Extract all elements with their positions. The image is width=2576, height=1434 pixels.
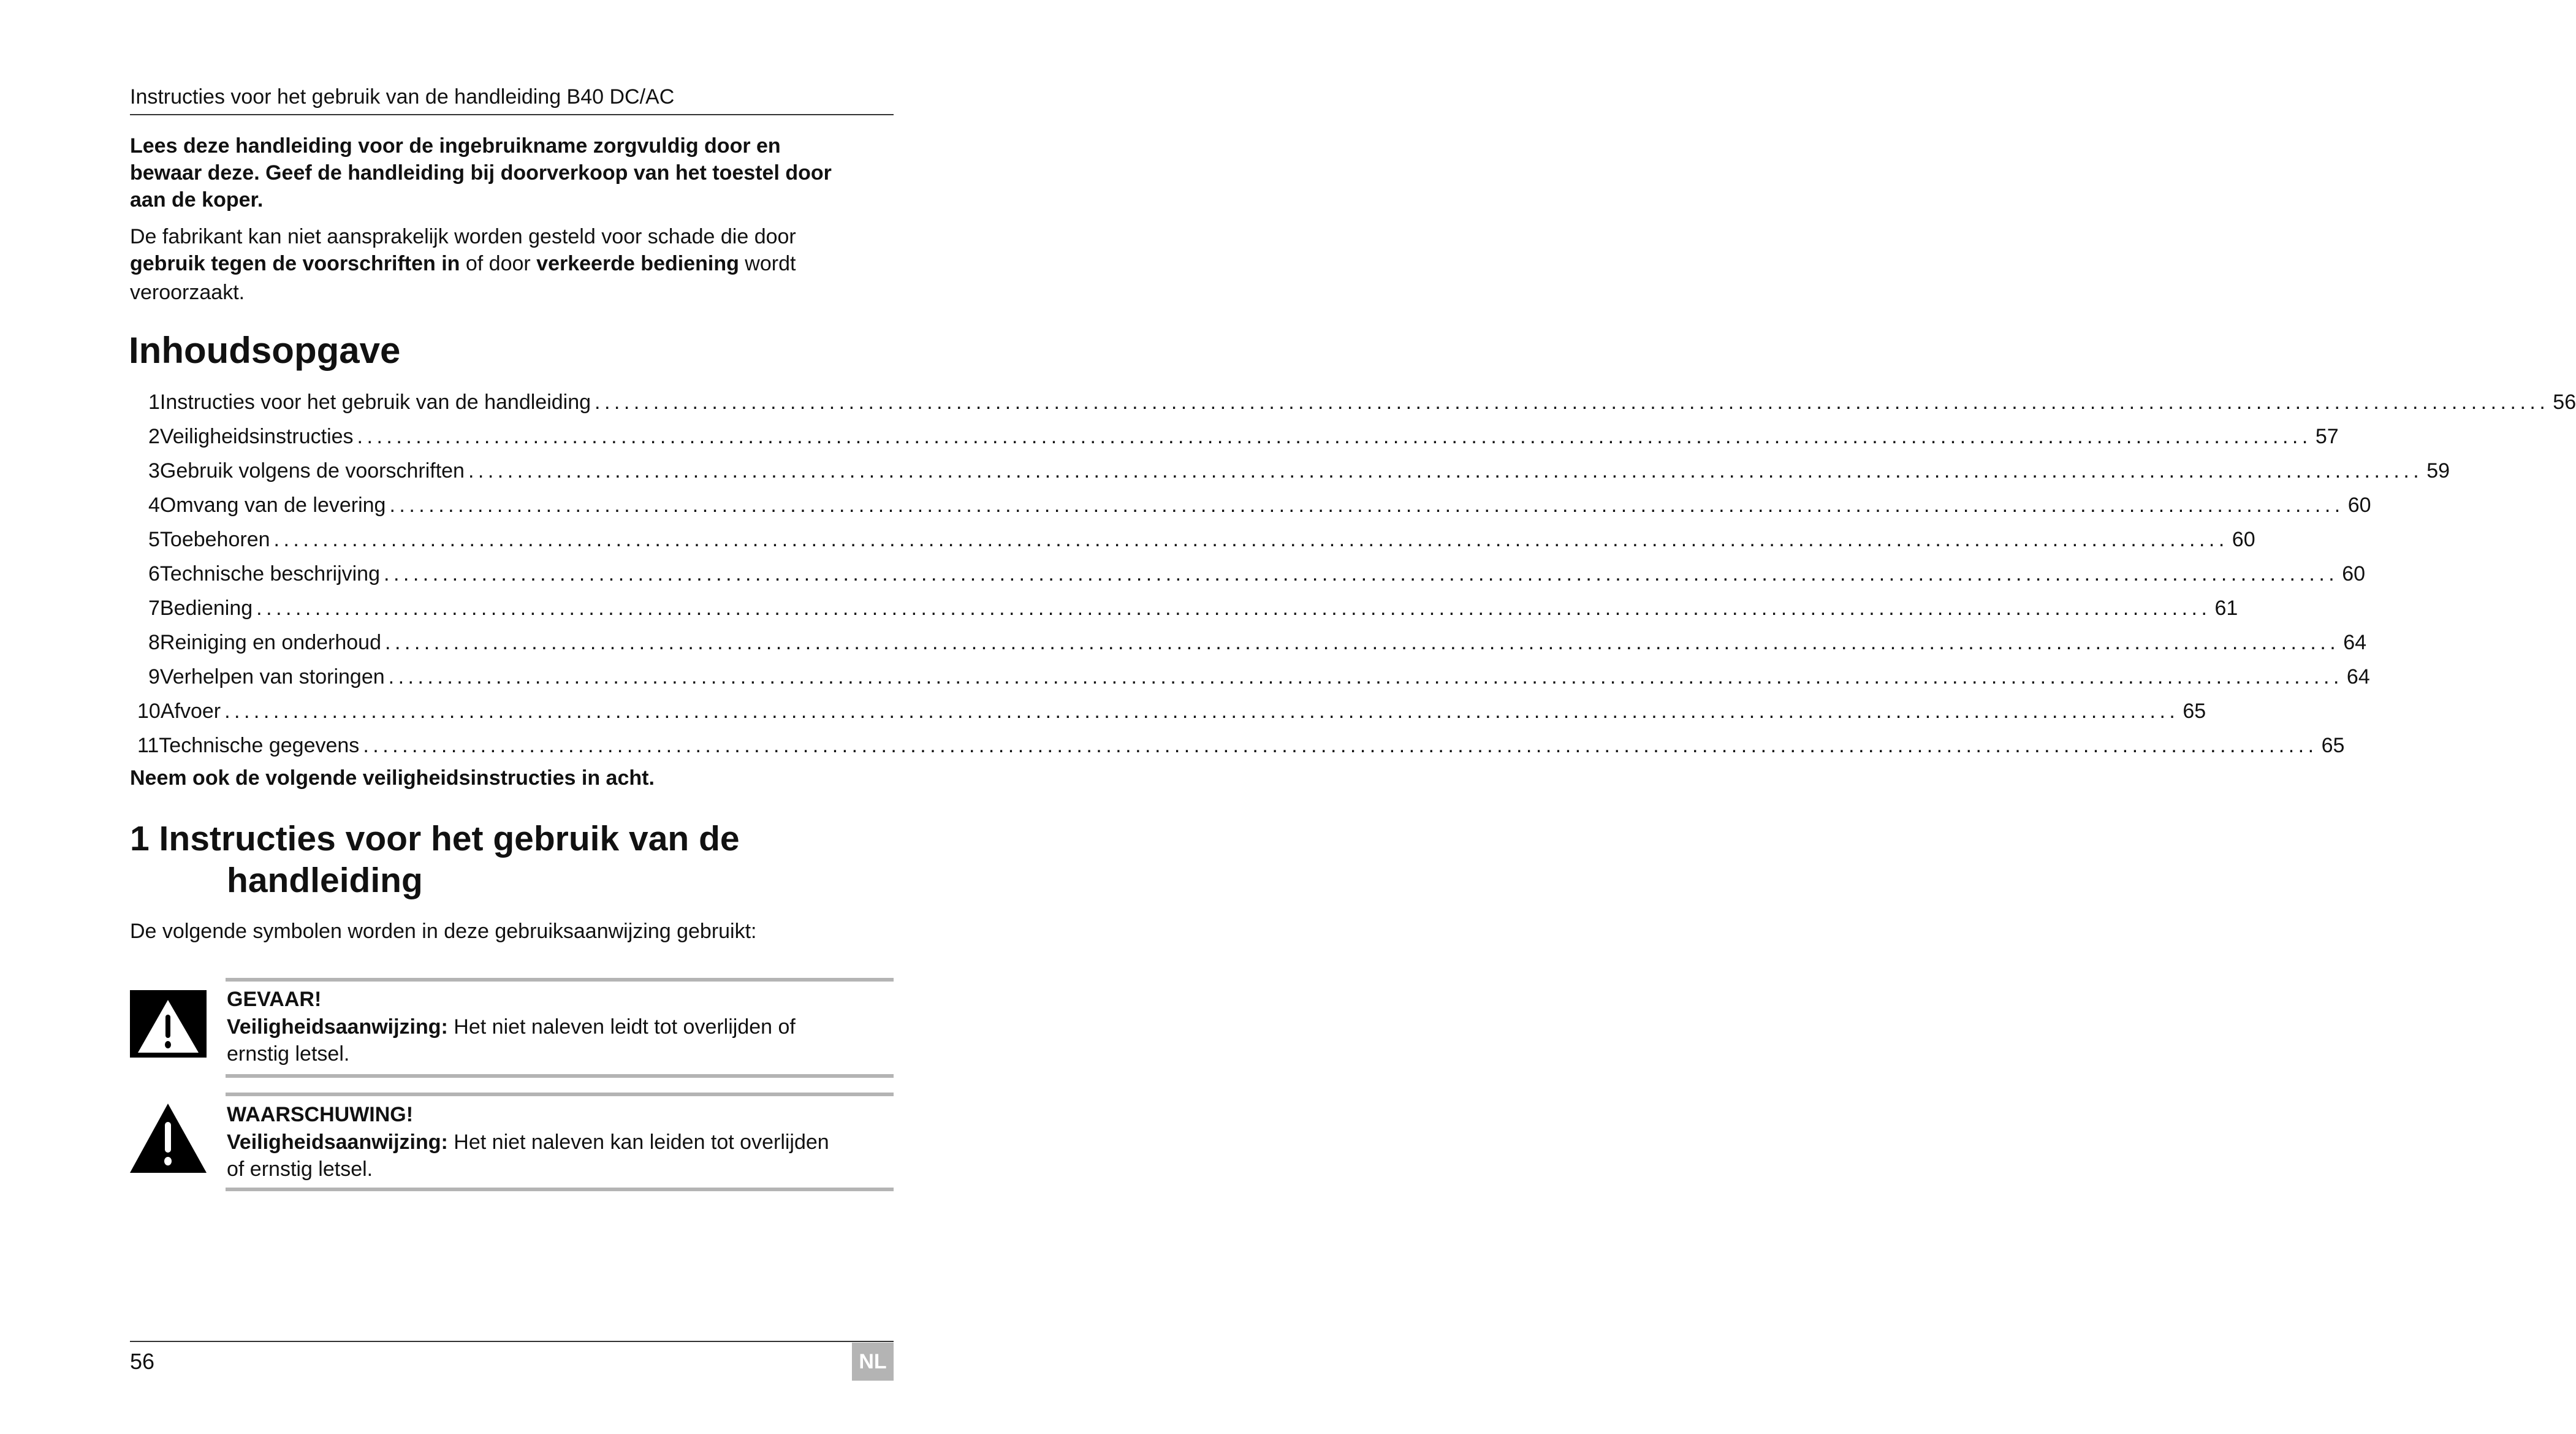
toc-entry-title: Veiligheidsinstructies xyxy=(159,425,354,448)
toc-entry-page: 61 xyxy=(2214,597,2238,620)
toc-dot-leader: ........................................................................................................................................................................................................ xyxy=(595,391,2550,414)
toc-entry-page: 60 xyxy=(2342,562,2366,585)
notice-top-rule xyxy=(226,1093,894,1096)
liability-line-1: De fabrikant kan niet aansprakelijk worden gesteld voor schade die door xyxy=(130,225,796,248)
toc-title: Inhoudsopgave xyxy=(129,330,401,371)
section-intro: De volgende symbolen worden in deze gebruiksaanwijzing gebruikt: xyxy=(130,920,757,943)
intro-bold-line-3: aan de koper. xyxy=(130,188,264,212)
toc-dot-leader: ........................................................................................................................................................................................................ xyxy=(256,597,2211,620)
toc-entry-page: 64 xyxy=(2346,665,2370,688)
toc-entry-page: 64 xyxy=(2343,631,2367,654)
notice-label: Veiligheidsaanwijzing: xyxy=(227,1131,448,1154)
notice-bottom-rule xyxy=(226,1074,894,1078)
notice-text-danger xyxy=(227,1013,796,1040)
toc-entry-number: 11 xyxy=(137,734,159,757)
toc-entry[interactable] xyxy=(148,560,2366,587)
header-rule xyxy=(130,114,894,115)
language-badge: NL xyxy=(852,1343,894,1381)
toc-note: Neem ook de volgende veiligheidsinstructies in acht. xyxy=(130,766,655,790)
notice-title-danger: GEVAAR! xyxy=(227,988,322,1011)
toc-entry-number: 10 xyxy=(137,700,161,723)
warning-triangle-icon xyxy=(130,1104,207,1173)
notice-label: Veiligheidsaanwijzing: xyxy=(227,1015,448,1039)
toc-entry-number: 7 xyxy=(148,597,160,620)
toc-dot-leader: ........................................................................................................................................................................................................ xyxy=(273,528,2228,551)
toc-entry[interactable] xyxy=(148,423,2339,450)
section-heading-line-1: 1 Instructies voor het gebruik van de xyxy=(130,819,740,858)
toc-entry[interactable] xyxy=(148,526,2255,553)
toc-entry-number: 4 xyxy=(148,494,160,517)
toc-entry-title: Verhelpen van storingen xyxy=(159,665,385,688)
toc-entry[interactable] xyxy=(148,389,2576,416)
liability-bold-1: gebruik tegen de voorschriften in xyxy=(130,252,460,275)
danger-warning-triangle-icon xyxy=(130,990,207,1058)
section-heading-line-2: handleiding xyxy=(227,861,423,900)
toc-entry-title: Technische gegevens xyxy=(159,734,360,757)
toc-dot-leader: ........................................................................................................................................................................................................ xyxy=(385,631,2340,654)
toc-entry[interactable] xyxy=(148,595,2238,622)
toc-entry-title: Reiniging en onderhoud xyxy=(159,631,381,654)
toc-entry-page: 65 xyxy=(2321,734,2345,757)
toc-entry-number: 6 xyxy=(148,562,160,585)
toc-entry-page: 60 xyxy=(2232,528,2255,551)
toc-entry-title: Toebehoren xyxy=(159,528,270,551)
toc-entry-title: Bediening xyxy=(159,597,253,620)
notice-line-1: Het niet naleven leidt tot overlijden of xyxy=(447,1015,796,1039)
toc-entry-title: Gebruik volgens de voorschriften xyxy=(159,459,465,482)
toc-entry-title: Afvoer xyxy=(160,700,221,723)
toc-entry-number: 1 xyxy=(148,391,160,414)
toc-entry[interactable] xyxy=(148,492,2371,519)
toc-entry-page: 60 xyxy=(2347,494,2371,517)
toc-dot-leader: ........................................................................................................................................................................................................ xyxy=(224,700,2179,723)
toc-entry-title: Omvang van de levering xyxy=(159,494,386,517)
notice-text-warning xyxy=(227,1129,829,1156)
notice-line-1: Het niet naleven kan leiden tot overlijden xyxy=(447,1131,829,1154)
liability-end: wordt xyxy=(739,252,796,275)
intro-bold-line-2: bewaar deze. Geef de handleiding bij doorverkoop van het toestel door xyxy=(130,161,832,185)
notice-line-2: of ernstig letsel. xyxy=(227,1157,373,1181)
toc-entry-number: 3 xyxy=(148,459,160,482)
intro-bold-line-1: Lees deze handleiding voor de ingebruikname zorgvuldig door en xyxy=(130,134,781,158)
notice-bottom-rule xyxy=(226,1188,894,1191)
liability-bold-2: verkeerde bediening xyxy=(536,252,739,275)
toc-dot-leader: ........................................................................................................................................................................................................ xyxy=(468,459,2423,482)
toc-entry-page: 56 xyxy=(2553,391,2576,414)
toc-entry[interactable] xyxy=(148,457,2450,484)
toc-entry-number: 5 xyxy=(148,528,160,551)
toc-entry[interactable] xyxy=(148,663,2370,690)
toc-entry-title: Technische beschrijving xyxy=(159,562,380,585)
toc-entry[interactable] xyxy=(148,629,2367,656)
toc-entry[interactable] xyxy=(137,732,2345,759)
toc-entry-number: 2 xyxy=(148,425,160,448)
toc-dot-leader: ........................................................................................................................................................................................................ xyxy=(384,562,2339,585)
running-header: Instructies voor het gebruik van de handleiding B40 DC/AC xyxy=(130,85,675,109)
liability-line-2 xyxy=(130,250,796,277)
footer-rule xyxy=(130,1341,894,1342)
notice-title-warning: WAARSCHUWING! xyxy=(227,1103,414,1126)
toc-entry-page: 65 xyxy=(2183,700,2206,723)
toc-dot-leader: ........................................................................................................................................................................................................ xyxy=(389,494,2344,517)
toc-dot-leader: ........................................................................................................................................................................................................ xyxy=(388,665,2343,688)
liability-plain: of door xyxy=(460,252,537,275)
toc-entry-number: 9 xyxy=(148,665,160,688)
notice-top-rule xyxy=(226,978,894,982)
liability-line-3: veroorzaakt. xyxy=(130,281,245,304)
toc-entry[interactable] xyxy=(137,698,2206,725)
toc-entry-page: 59 xyxy=(2426,459,2450,482)
toc-entry-page: 57 xyxy=(2315,425,2339,448)
page-number: 56 xyxy=(130,1349,155,1374)
notice-line-2: ernstig letsel. xyxy=(227,1042,350,1066)
toc-dot-leader: ........................................................................................................................................................................................................ xyxy=(357,425,2312,448)
toc-dot-leader: ........................................................................................................................................................................................................ xyxy=(363,734,2318,757)
toc-entry-number: 8 xyxy=(148,631,160,654)
toc-entry-title: Instructies voor het gebruik van de handleiding xyxy=(159,391,591,414)
